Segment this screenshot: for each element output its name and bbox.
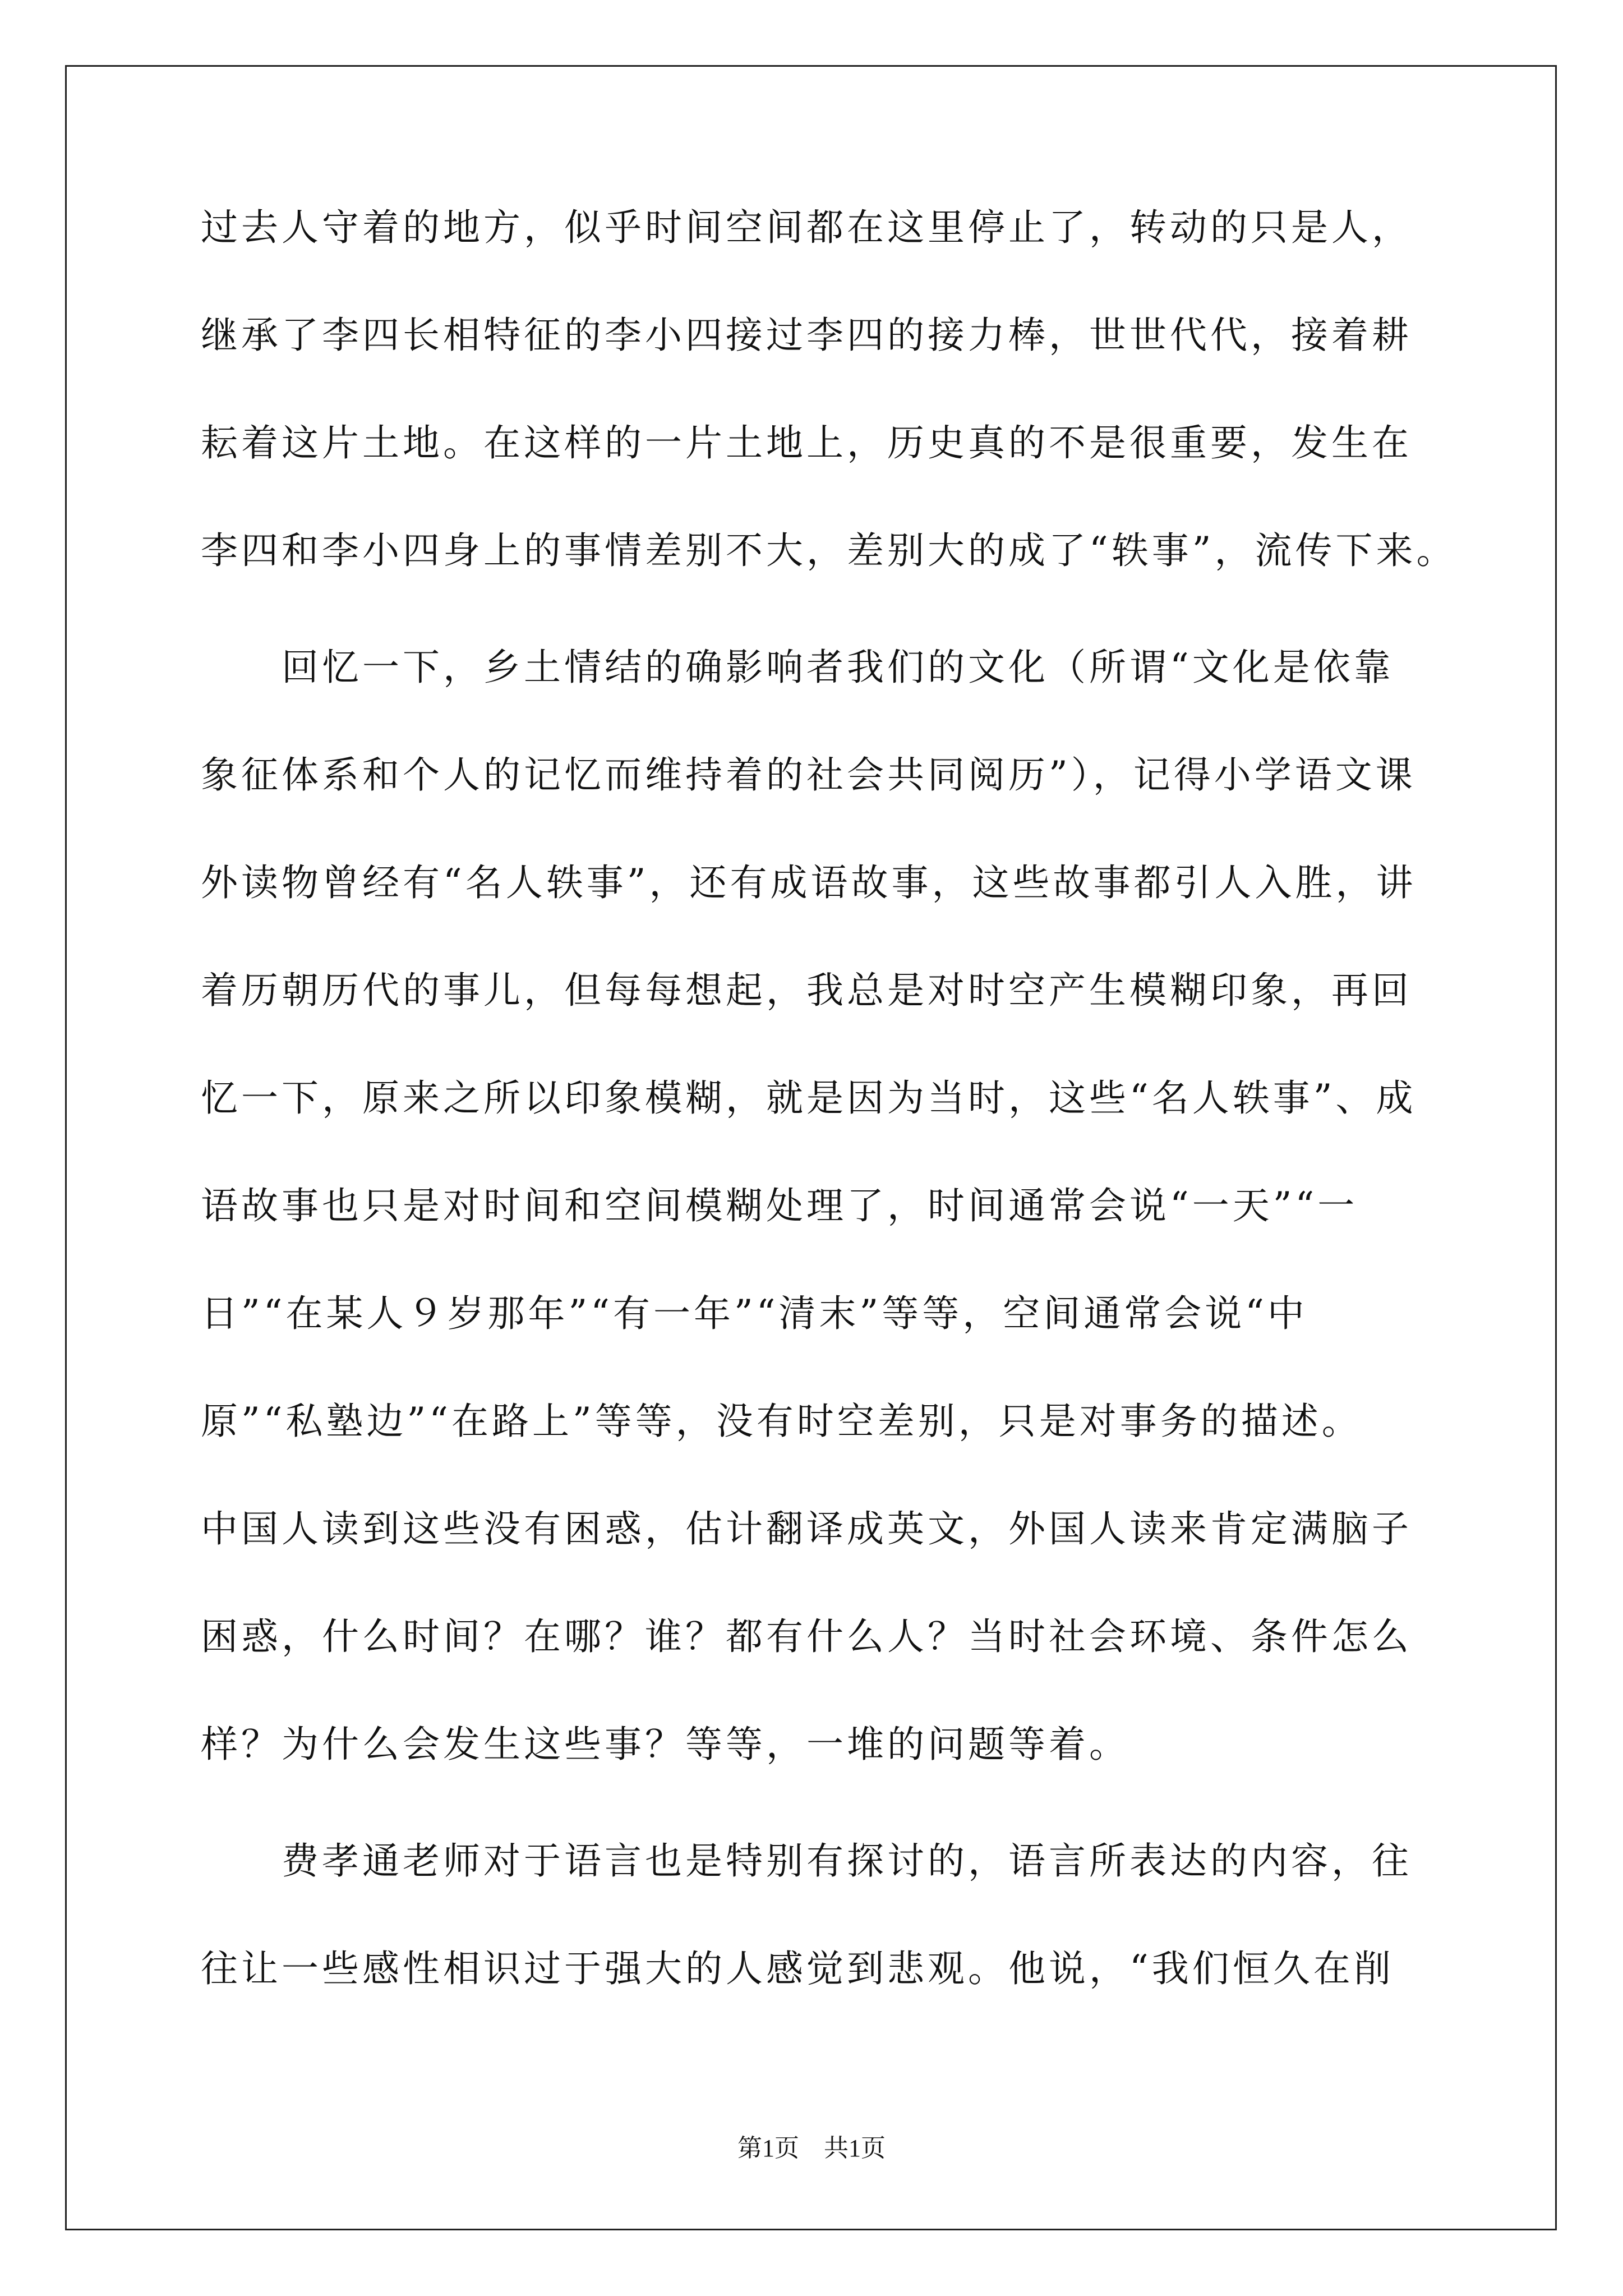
- paragraph-2-line-5: 忆一下，原来之所以印象模糊，就是因为当时，这些“名人轶事”、成: [201, 1076, 1417, 1120]
- paragraph-2-line-11: 样？为什么会发生这些事？等等，一堆的问题等着。: [201, 1723, 1129, 1766]
- paragraph-2-line-9: 中国人读到这些没有困惑，估计翻译成英文，外国人读来肯定满脑子: [201, 1507, 1412, 1550]
- paragraph-1-line-1: 过去人守着的地方，似乎时间空间都在这里停止了，转动的只是人，: [201, 206, 1412, 249]
- paragraph-1-line-2: 继承了李四长相特征的李小四接过李四的接力棒，世世代代，接着耕: [201, 314, 1412, 357]
- paragraph-2-line-6: 语故事也只是对时间和空间模糊处理了，时间通常会说“一天”“一: [201, 1184, 1358, 1227]
- paragraph-2-line-1: 回忆一下，乡土情结的确影响者我们的文化（所谓“文化是依靠: [201, 646, 1394, 689]
- paragraph-1-line-4: 李四和李小四身上的事情差别不大，差别大的成了“轶事”，流传下来。: [201, 529, 1457, 572]
- page-border: [65, 65, 1557, 2230]
- paragraph-2-line-3: 外读物曾经有“名人轶事”，还有成语故事，这些故事都引人入胜，讲: [201, 861, 1417, 904]
- paragraph-3-line-2: 往让一些感性相识过于强大的人感觉到悲观。他说，“我们恒久在削: [201, 1947, 1394, 1990]
- paragraph-2-line-7: 日”“在某人９岁那年”“有一年”“清末”等等，空间通常会说“中: [201, 1292, 1308, 1335]
- paragraph-3-line-1: 费孝通老师对于语言也是特别有探讨的，语言所表达的内容，往: [201, 1839, 1412, 1883]
- paragraph-2-line-8: 原”“私塾边”“在路上”等等，没有时空差别，只是对事务的描述。: [201, 1400, 1362, 1443]
- paragraph-1-line-3: 耘着这片土地。在这样的一片土地上，历史真的不是很重要，发生在: [201, 421, 1412, 464]
- page-number-footer: 第1页 共1页: [737, 2134, 886, 2162]
- paragraph-2-line-2: 象征体系和个人的记忆而维持着的社会共同阅历”），记得小学语文课: [201, 753, 1416, 797]
- paragraph-2-line-4: 着历朝历代的事儿，但每每想起，我总是对时空产生模糊印象，再回: [201, 969, 1412, 1012]
- paragraph-2-line-10: 困惑，什么时间？在哪？谁？都有什么人？当时社会环境、条件怎么: [201, 1615, 1412, 1658]
